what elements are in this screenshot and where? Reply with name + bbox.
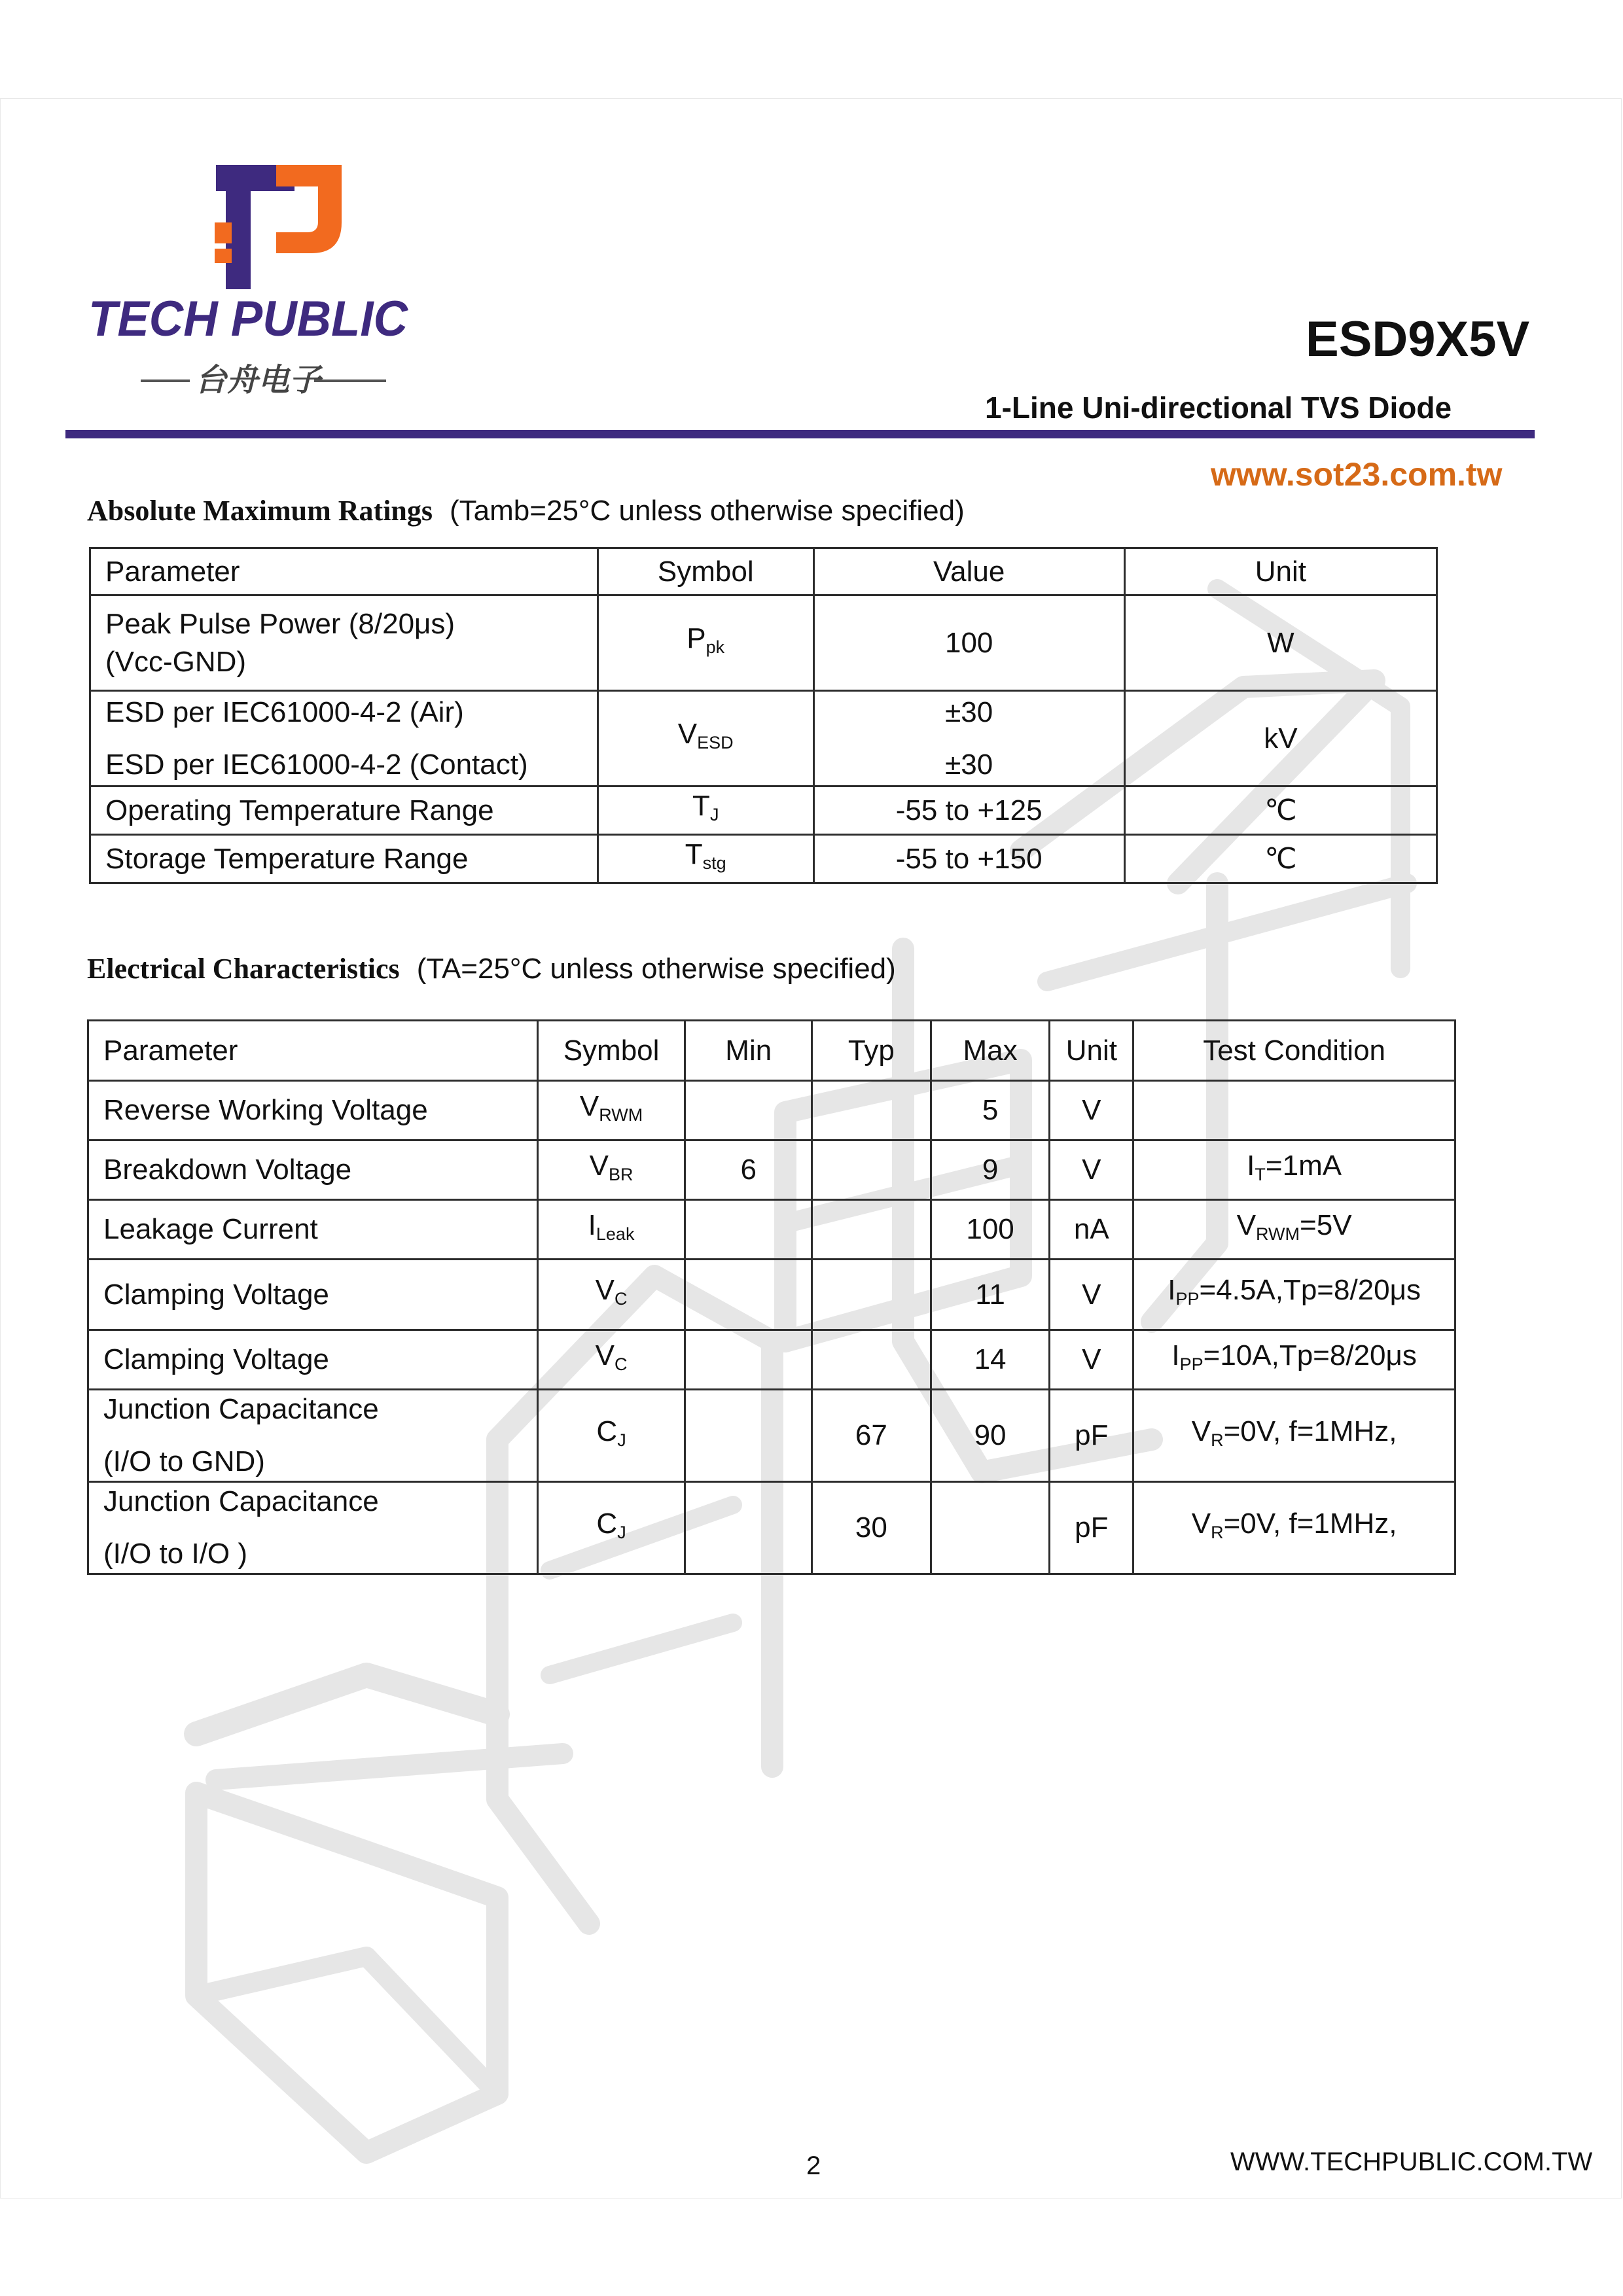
symbol-cell: $P_{pk}$ [597, 595, 813, 691]
unit-cell: V [1050, 1330, 1133, 1390]
part-number: ESD9X5V [1306, 311, 1530, 367]
typ-cell [812, 1260, 931, 1330]
value-cell: ±30 ±30 [813, 691, 1124, 786]
min-cell [685, 1200, 812, 1260]
symbol-cell: $V_{BR}$ [537, 1140, 685, 1200]
condition-cell: $I_T=1mA$ [1133, 1140, 1455, 1200]
header-cell: Parameter [90, 548, 598, 595]
condition-cell: $I_{PP}=10A,Tp=8/20\mu s$ [1133, 1330, 1455, 1390]
unit-cell: V [1050, 1081, 1133, 1140]
symbol-cell: $T_{stg}$ [597, 835, 813, 883]
symbol-cell: $V_{RWM}$ [537, 1081, 685, 1140]
unit-cell: pF [1050, 1482, 1133, 1574]
footer-url[interactable]: WWW.TECHPUBLIC.COM.TW [1230, 2147, 1593, 2176]
min-cell [685, 1330, 812, 1390]
symbol-cell: $C_J$ [537, 1390, 685, 1482]
amr-note: (Tamb=25°C unless otherwise specified) [450, 495, 965, 527]
header-cell: Max [931, 1021, 1050, 1081]
header-cell: Unit [1050, 1021, 1133, 1081]
typ-cell [812, 1081, 931, 1140]
param-cell: Junction Capacitance (I/O to GND) [88, 1390, 538, 1482]
table-row [90, 595, 1437, 691]
min-cell [685, 1390, 812, 1482]
max-cell: 90 [931, 1390, 1050, 1482]
unit-cell: W [1124, 595, 1436, 691]
param-cell: Operating Temperature Range [90, 786, 598, 835]
ec-title: Electrical Characteristics [87, 953, 400, 985]
header-cell: Min [685, 1021, 812, 1081]
unit-cell: ℃ [1124, 786, 1436, 835]
header-rule [65, 430, 1535, 438]
table-row [88, 1260, 1455, 1330]
table-row [88, 1482, 1455, 1574]
typ-cell [812, 1140, 931, 1200]
max-cell [931, 1482, 1050, 1574]
header-cell: Unit [1124, 548, 1436, 595]
amr-table [89, 547, 1438, 884]
tech-public-logo [85, 160, 412, 402]
param-cell: Clamping Voltage [88, 1330, 538, 1390]
header-cell: Symbol [537, 1021, 685, 1081]
ec-note: (TA=25°C unless otherwise specified) [416, 953, 896, 985]
tp-logo-icon [215, 165, 342, 289]
value-cell: -55 to +125 [813, 786, 1124, 835]
website-link[interactable]: www.sot23.com.tw [1211, 456, 1503, 493]
table-row [88, 1140, 1455, 1200]
value-cell: -55 to +150 [813, 835, 1124, 883]
min-cell [685, 1482, 812, 1574]
table-row [88, 1200, 1455, 1260]
part-subtitle: 1-Line Uni-directional TVS Diode [985, 391, 1452, 425]
symbol-cell: $V_C$ [537, 1260, 685, 1330]
unit-cell: V [1050, 1260, 1133, 1330]
param-cell: Clamping Voltage [88, 1260, 538, 1330]
condition-cell: $V_{RWM}=5V$ [1133, 1200, 1455, 1260]
condition-cell: $I_{PP}=4.5A,Tp=8/20\mu s$ [1133, 1260, 1455, 1330]
table-row [90, 691, 1437, 786]
header-cell: Symbol [597, 548, 813, 595]
typ-cell: 30 [812, 1482, 931, 1574]
table-row [90, 835, 1437, 883]
table-row [88, 1081, 1455, 1140]
typ-cell [812, 1330, 931, 1390]
condition-cell: $V_R=0V$, f=1MHz, [1133, 1482, 1455, 1574]
page-number: 2 [806, 2151, 821, 2180]
table-row [88, 1330, 1455, 1390]
table-row [88, 1390, 1455, 1482]
min-cell [685, 1260, 812, 1330]
param-cell: Junction Capacitance (I/O to I/O ) [88, 1482, 538, 1574]
header-cell: Typ [812, 1021, 931, 1081]
min-cell: 6 [685, 1140, 812, 1200]
min-cell [685, 1081, 812, 1140]
logo-chinese-name: 台舟电子 [195, 362, 321, 398]
unit-cell: ℃ [1124, 835, 1436, 883]
logo-brand: TECH PUBLIC [88, 291, 409, 347]
amr-heading [87, 494, 965, 527]
max-cell: 14 [931, 1330, 1050, 1390]
table-header-row [88, 1021, 1455, 1081]
header-cell: Value [813, 548, 1124, 595]
symbol-cell: $C_J$ [537, 1482, 685, 1574]
amr-title: Absolute Maximum Ratings [87, 495, 433, 527]
unit-cell: nA [1050, 1200, 1133, 1260]
ec-heading [87, 952, 896, 985]
condition-cell [1133, 1081, 1455, 1140]
table-header-row [90, 548, 1437, 595]
value-cell: 100 [813, 595, 1124, 691]
param-cell: Breakdown Voltage [88, 1140, 538, 1200]
max-cell: 11 [931, 1260, 1050, 1330]
unit-cell: kV [1124, 691, 1436, 786]
header-cell: Parameter [88, 1021, 538, 1081]
param-cell: Storage Temperature Range [90, 835, 598, 883]
table-row [90, 786, 1437, 835]
unit-cell: V [1050, 1140, 1133, 1200]
max-cell: 9 [931, 1140, 1050, 1200]
symbol-cell: $T_J$ [597, 786, 813, 835]
ec-table [87, 1019, 1456, 1575]
max-cell: 100 [931, 1200, 1050, 1260]
condition-cell: $V_R=0V$, f=1MHz, [1133, 1390, 1455, 1482]
header-cell: Test Condition [1133, 1021, 1455, 1081]
symbol-cell: $V_C$ [537, 1330, 685, 1390]
typ-cell [812, 1200, 931, 1260]
max-cell: 5 [931, 1081, 1050, 1140]
param-cell: ESD per IEC61000-4-2 (Air) ESD per IEC61000-4-2 (Contact) [90, 691, 598, 786]
param-cell: Reverse Working Voltage [88, 1081, 538, 1140]
unit-cell: pF [1050, 1390, 1133, 1482]
symbol-cell: $V_{ESD}$ [597, 691, 813, 786]
param-cell: Leakage Current [88, 1200, 538, 1260]
param-cell: Peak Pulse Power (8/20μs) (Vcc-GND) [90, 595, 598, 691]
symbol-cell: $I_{Leak}$ [537, 1200, 685, 1260]
typ-cell: 67 [812, 1390, 931, 1482]
